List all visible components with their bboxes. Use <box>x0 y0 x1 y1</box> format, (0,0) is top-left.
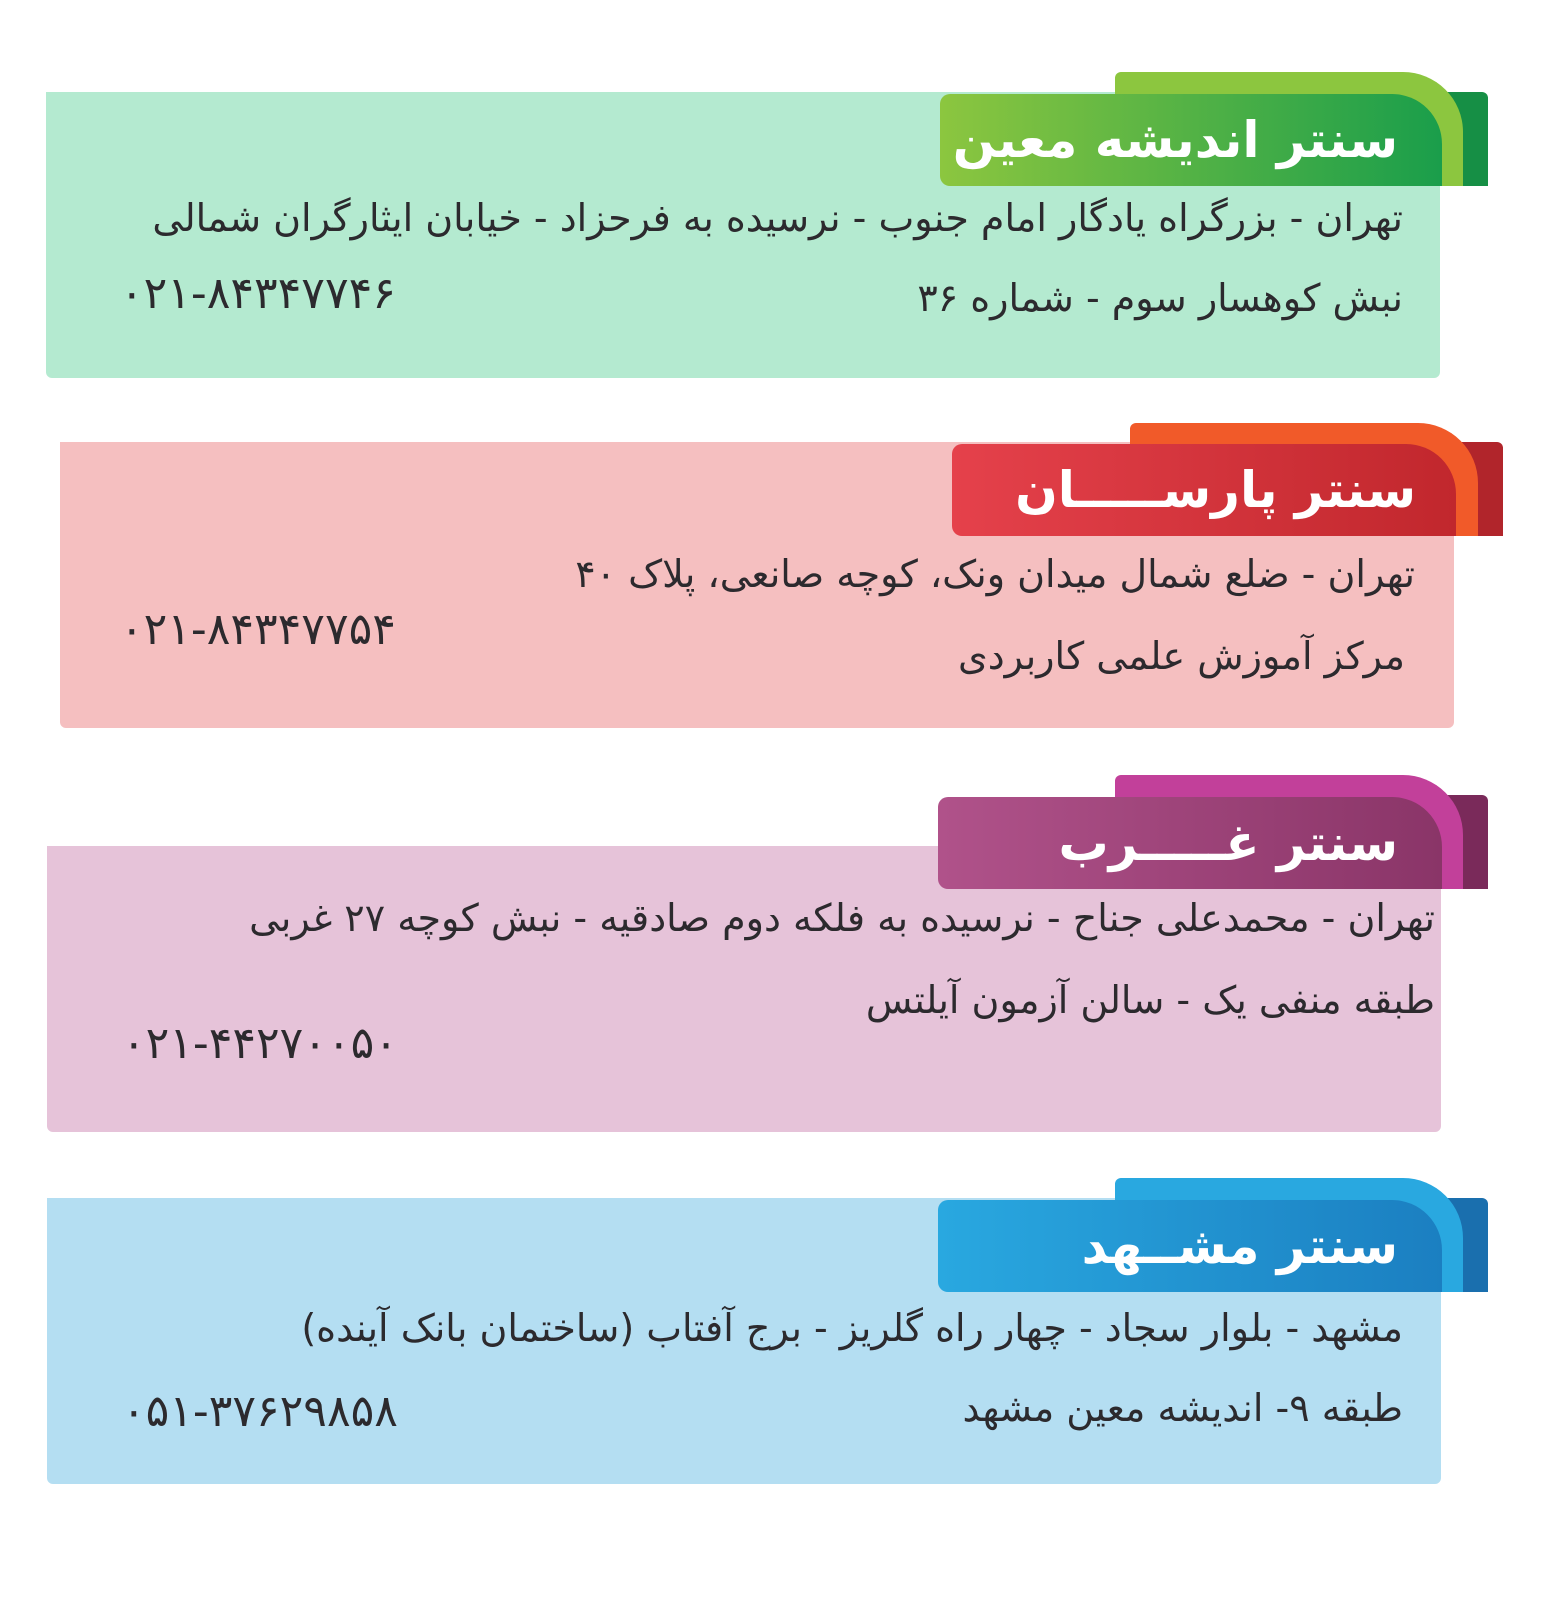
address-line-2: نبش کوهسار سوم - شماره ۳۶ <box>917 276 1403 320</box>
phone-number: ۰۲۱-۸۴۳۴۷۷۵۴ <box>120 604 396 655</box>
address-line-2: مرکز آموزش علمی کاربردی <box>957 634 1405 678</box>
center-title: سنتر پارســـــان <box>1015 461 1416 519</box>
phone-number: ۰۲۱-۸۴۳۴۷۷۴۶ <box>120 268 396 319</box>
address-line-1: تهران - بزرگراه یادگار امام جنوب - نرسیده به فرحزاد - خیابان ایثارگران شمالی <box>152 196 1403 240</box>
tab-title-bar <box>952 444 1456 536</box>
phone-number: ۰۲۱-۴۴۲۷۰۰۵۰ <box>122 1018 398 1069</box>
tab-title-bar <box>940 94 1442 186</box>
address-line-1: مشهد - بلوار سجاد - چهار راه گلریز - برج آفتاب (ساختمان بانک آینده) <box>301 1306 1403 1350</box>
center-title: سنتر اندیشه معین <box>952 111 1398 169</box>
tab-title-bar <box>938 1200 1442 1292</box>
center-title: سنتر مشــهد <box>1081 1217 1398 1275</box>
address-line-2: طبقه منفی یک - سالن آزمون آیلتس <box>865 978 1435 1022</box>
tab-title-bar <box>938 797 1442 889</box>
center-title: سنتر غـــــرب <box>1058 814 1398 872</box>
phone-number: ۰۵۱-۳۷۶۲۹۸۵۸ <box>122 1386 398 1437</box>
address-line-1: تهران - محمدعلی جناح - نرسیده به فلکه دوم صادقیه - نبش کوچه ۲۷ غربی <box>249 896 1435 940</box>
address-line-2: طبقه ۹- اندیشه معین مشهد <box>962 1386 1403 1430</box>
address-line-1: تهران - ضلع شمال میدان ونک، کوچه صانعی، پلاک ۴۰ <box>575 552 1415 596</box>
